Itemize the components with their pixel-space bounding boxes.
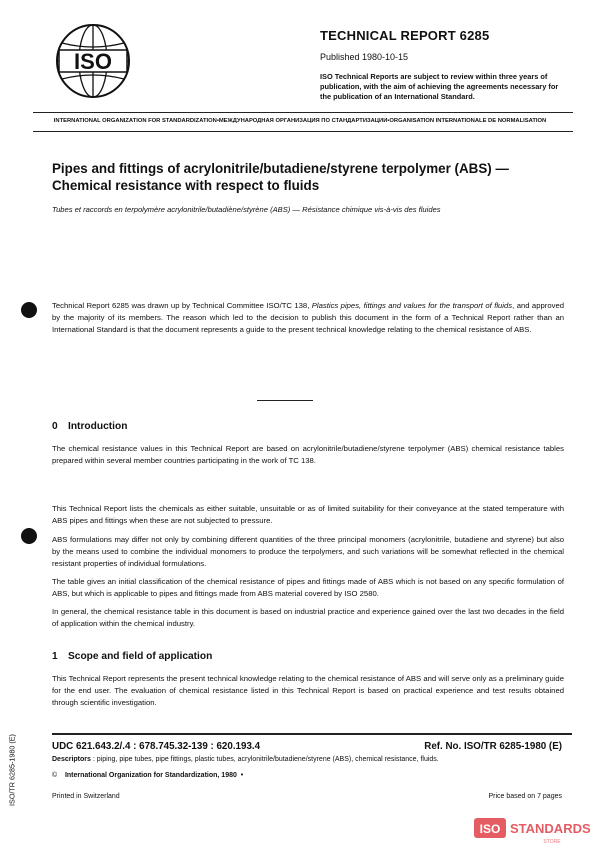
descriptors	[52, 756, 572, 763]
introduction-title: Introduction	[68, 421, 128, 432]
section-separator	[257, 400, 313, 401]
side-reference	[2, 700, 22, 840]
title-line-1: Pipes and fittings of acrylonitrile/butadiene/styrene terpolymer (ABS) —	[52, 161, 509, 176]
foreword-committee-title: Plastics pipes, fittings and values for the transport of fluids	[311, 301, 513, 310]
organization-line: INTERNATIONAL ORGANIZATION FOR STANDARDIZATION•МЕЖДУНАРОДНАЯ ОРГАНИЗАЦИЯ ПО СТАНДАРТИЗАЦИИ•ORGANISATION INTERNATIONALE DE NORMALISATION	[53, 118, 547, 124]
review-notice: ISO Technical Reports are subject to review within three years of publication, with the aim of achieving the agreements necessary for the publication of an International Standard.	[320, 72, 559, 101]
store-sub-text: STORE	[543, 839, 561, 845]
descriptors-list: : piping, pipe tubes, pipe fittings, plastic tubes, acrylonitrile/butadiene/styrene (ABS), chemical resistance, fluids.	[90, 756, 439, 763]
foreword-paragraph	[52, 300, 564, 336]
published-date: Published 1980-10-15	[320, 52, 409, 62]
udc-code: UDC 621.643.2/.4 : 678.745.32-139 : 620.193.4	[52, 741, 261, 752]
iso-logo	[55, 23, 131, 99]
foreword-text-2: , and approved by the majority of its members. The reason which led to the decision to publish this document in the form of a Technical Report rather than an International Standard is that the document represents a guide to the present technical knowledge relating to the chemical resistance of ABS.	[52, 301, 564, 334]
reference-number: Ref. No. ISO/TR 6285-1980 (E)	[424, 741, 562, 752]
intro-paragraph-5: In general, the chemical resistance table in this document is based on industrial practice and experience gained over the last two decades in the field of application within the chemical industry.	[52, 607, 564, 628]
copyright-symbol: ©	[52, 772, 58, 779]
standards-store-watermark	[470, 812, 598, 846]
side-reference-text: ISO/TR 6285-1980 (E)	[7, 734, 17, 806]
scope-heading	[52, 651, 212, 662]
header-divider-top	[33, 112, 573, 113]
title-line-2: Chemical resistance with respect to fluids	[52, 178, 320, 193]
foreword-text-1: Technical Report 6285 was drawn up by Technical Committee ISO/TC 138,	[52, 301, 312, 310]
printed-in: Printed in Switzerland	[52, 793, 120, 800]
intro-paragraph-2: This Technical Report lists the chemicals as either suitable, unsuitable or as of limited suitability for their conveyance at the stated temperature with ABS pipes and fittings when these are not subjected to pressure.	[52, 504, 564, 525]
iso-logo-text: ISO	[74, 49, 112, 74]
copyright-line	[52, 772, 243, 779]
copyright-text: International Organization for Standardization, 1980	[64, 772, 237, 779]
descriptors-label: Descriptors	[52, 756, 91, 763]
copyright-mark: •	[240, 772, 244, 779]
report-title: TECHNICAL REPORT 6285	[320, 28, 490, 43]
scope-paragraph: This Technical Report represents the present technical knowledge relating to the chemical resistance of ABS and will serve only as a preliminary guide for the end user. The evaluation of chemical resistance listed in this Technical Report is based on practical experience and test results obtained through scientific investigation.	[52, 674, 564, 707]
store-name-text: STANDARDS	[510, 821, 591, 836]
store-iso-text: ISO	[479, 822, 501, 836]
intro-paragraph-1: The chemical resistance values in this Technical Report are based on acrylonitrile/butadiene/styrene terpolymer (ABS) chemical resistance tables prepared within several member countries participating in the work of TC 138.	[52, 444, 564, 465]
punch-hole-mark	[21, 528, 37, 544]
footer-divider	[52, 733, 572, 735]
scope-number: 1	[52, 651, 58, 662]
introduction-heading	[52, 421, 127, 432]
scope-title: Scope and field of application	[68, 651, 213, 662]
price-note: Price based on 7 pages	[488, 793, 562, 800]
intro-paragraph-4: The table gives an initial classification of the chemical resistance of pipes and fittings made of ABS which is not based on any specific formulation of ABS, but which is applicable to pipes and fittings made from ABS material covered by ISO 2580.	[52, 577, 564, 598]
introduction-number: 0	[52, 421, 58, 432]
intro-paragraph-3: ABS formulations may differ not only by combining different quantities of the three principal monomers (acrylonitrile, butadiene and styrene) but also by the means used to combine the individual monomers to produce the terpolymers, and such variations will be somewhat reflected in the chemical resistant properties of individual formulations.	[52, 535, 564, 568]
header-divider-bottom	[33, 131, 573, 132]
document-title	[52, 160, 572, 194]
punch-hole-mark	[21, 302, 37, 318]
document-subtitle: Tubes et raccords en terpolymère acrylonitrile/butadiène/styrène (ABS) — Résistance chimique vis-à-vis des fluides	[52, 205, 441, 214]
